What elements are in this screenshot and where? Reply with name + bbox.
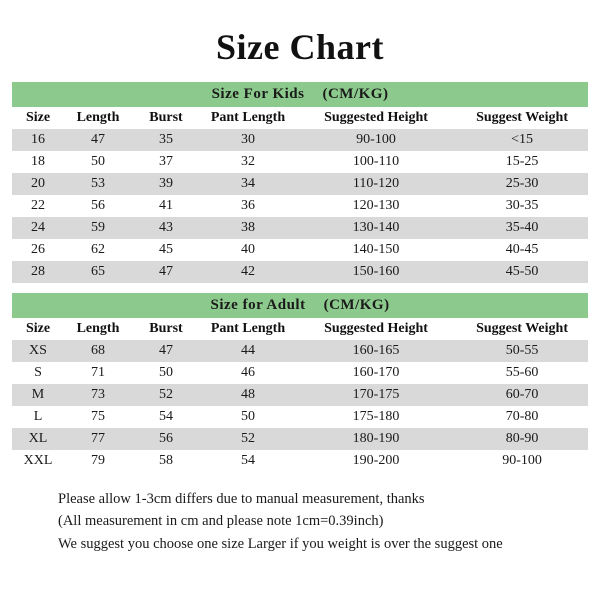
cell-length: 79 <box>64 450 132 472</box>
table-row <box>12 261 588 283</box>
cell-height: 170-175 <box>296 384 456 406</box>
cell-burst: 47 <box>132 261 200 283</box>
cell-pant-length: 40 <box>200 239 296 261</box>
cell-pant-length: 36 <box>200 195 296 217</box>
cell-size: XS <box>12 340 64 362</box>
cell-size: S <box>12 362 64 384</box>
cell-length: 56 <box>64 195 132 217</box>
note-line-3: We suggest you choose one size Larger if you weight is over the suggest one <box>58 535 503 552</box>
cell-weight: <15 <box>456 129 588 151</box>
cell-height: 100-110 <box>296 151 456 173</box>
adult-header-suggest-weight: Suggest Weight <box>456 318 588 340</box>
cell-height: 110-120 <box>296 173 456 195</box>
kids-header-burst: Burst <box>132 107 200 129</box>
kids-header-length: Length <box>64 107 132 129</box>
cell-weight: 45-50 <box>456 261 588 283</box>
cell-length: 73 <box>64 384 132 406</box>
cell-burst: 43 <box>132 217 200 239</box>
table-row <box>12 151 588 173</box>
table-row <box>12 428 588 450</box>
adult-header-pant-length: Pant Length <box>200 318 296 340</box>
cell-size: XXL <box>12 450 64 472</box>
table-row <box>12 340 588 362</box>
cell-length: 68 <box>64 340 132 362</box>
cell-length: 62 <box>64 239 132 261</box>
cell-size: 22 <box>12 195 64 217</box>
table-row <box>12 239 588 261</box>
cell-weight: 55-60 <box>456 362 588 384</box>
cell-height: 120-130 <box>296 195 456 217</box>
cell-pant-length: 52 <box>200 428 296 450</box>
table-row <box>12 195 588 217</box>
cell-burst: 35 <box>132 129 200 151</box>
cell-burst: 39 <box>132 173 200 195</box>
cell-weight: 60-70 <box>456 384 588 406</box>
cell-length: 75 <box>64 406 132 428</box>
cell-height: 175-180 <box>296 406 456 428</box>
adult-section-unit: (CM/KG) <box>323 297 390 313</box>
cell-height: 90-100 <box>296 129 456 151</box>
cell-burst: 45 <box>132 239 200 261</box>
note-line-1: Please allow 1-3cm differs due to manual measurement, thanks <box>58 491 425 507</box>
kids-section-unit: (CM/KG) <box>322 86 389 102</box>
cell-weight: 70-80 <box>456 406 588 428</box>
cell-size: XL <box>12 428 64 450</box>
table-row <box>12 129 588 151</box>
cell-weight: 30-35 <box>456 195 588 217</box>
cell-pant-length: 54 <box>200 450 296 472</box>
kids-section-title: Size For Kids <box>211 86 305 102</box>
cell-size: M <box>12 384 64 406</box>
cell-length: 50 <box>64 151 132 173</box>
adult-size-table <box>12 293 588 472</box>
cell-height: 180-190 <box>296 428 456 450</box>
cell-size: 28 <box>12 261 64 283</box>
kids-section-header <box>12 82 588 107</box>
cell-pant-length: 38 <box>200 217 296 239</box>
cell-burst: 47 <box>132 340 200 362</box>
cell-burst: 58 <box>132 450 200 472</box>
cell-length: 47 <box>64 129 132 151</box>
cell-height: 150-160 <box>296 261 456 283</box>
adult-header-size: Size <box>12 318 64 340</box>
cell-pant-length: 46 <box>200 362 296 384</box>
cell-size: L <box>12 406 64 428</box>
page-title: Size Chart <box>216 27 384 67</box>
cell-height: 160-170 <box>296 362 456 384</box>
adult-section-title: Size for Adult <box>210 297 306 313</box>
cell-size: 18 <box>12 151 64 173</box>
cell-burst: 54 <box>132 406 200 428</box>
adult-header-suggested-height: Suggested Height <box>296 318 456 340</box>
cell-height: 190-200 <box>296 450 456 472</box>
cell-pant-length: 44 <box>200 340 296 362</box>
cell-height: 140-150 <box>296 239 456 261</box>
cell-burst: 50 <box>132 362 200 384</box>
cell-burst: 37 <box>132 151 200 173</box>
cell-pant-length: 32 <box>200 151 296 173</box>
adult-column-headers <box>12 318 588 340</box>
cell-burst: 52 <box>132 384 200 406</box>
adult-section-header <box>12 293 588 318</box>
kids-header-suggested-height: Suggested Height <box>296 107 456 129</box>
table-row <box>12 173 588 195</box>
cell-length: 65 <box>64 261 132 283</box>
cell-length: 71 <box>64 362 132 384</box>
cell-height: 130-140 <box>296 217 456 239</box>
cell-weight: 15-25 <box>456 151 588 173</box>
kids-header-suggest-weight: Suggest Weight <box>456 107 588 129</box>
cell-weight: 80-90 <box>456 428 588 450</box>
cell-weight: 40-45 <box>456 239 588 261</box>
cell-pant-length: 50 <box>200 406 296 428</box>
cell-pant-length: 30 <box>200 129 296 151</box>
cell-length: 77 <box>64 428 132 450</box>
cell-weight: 90-100 <box>456 450 588 472</box>
cell-pant-length: 48 <box>200 384 296 406</box>
cell-weight: 50-55 <box>456 340 588 362</box>
kids-size-table <box>12 82 588 283</box>
notes-block <box>30 488 570 555</box>
kids-header-size: Size <box>12 107 64 129</box>
adult-header-length: Length <box>64 318 132 340</box>
cell-weight: 35-40 <box>456 217 588 239</box>
table-row <box>12 362 588 384</box>
table-row <box>12 384 588 406</box>
cell-size: 26 <box>12 239 64 261</box>
cell-height: 160-165 <box>296 340 456 362</box>
kids-header-pant-length: Pant Length <box>200 107 296 129</box>
kids-column-headers <box>12 107 588 129</box>
table-row <box>12 450 588 472</box>
cell-length: 59 <box>64 217 132 239</box>
adult-header-burst: Burst <box>132 318 200 340</box>
cell-size: 20 <box>12 173 64 195</box>
cell-size: 16 <box>12 129 64 151</box>
cell-length: 53 <box>64 173 132 195</box>
cell-pant-length: 42 <box>200 261 296 283</box>
table-row <box>12 217 588 239</box>
table-row <box>12 406 588 428</box>
note-line-2: (All measurement in cm and please note 1cm=0.39inch) <box>58 513 384 530</box>
cell-weight: 25-30 <box>456 173 588 195</box>
cell-burst: 41 <box>132 195 200 217</box>
cell-burst: 56 <box>132 428 200 450</box>
cell-size: 24 <box>12 217 64 239</box>
cell-pant-length: 34 <box>200 173 296 195</box>
